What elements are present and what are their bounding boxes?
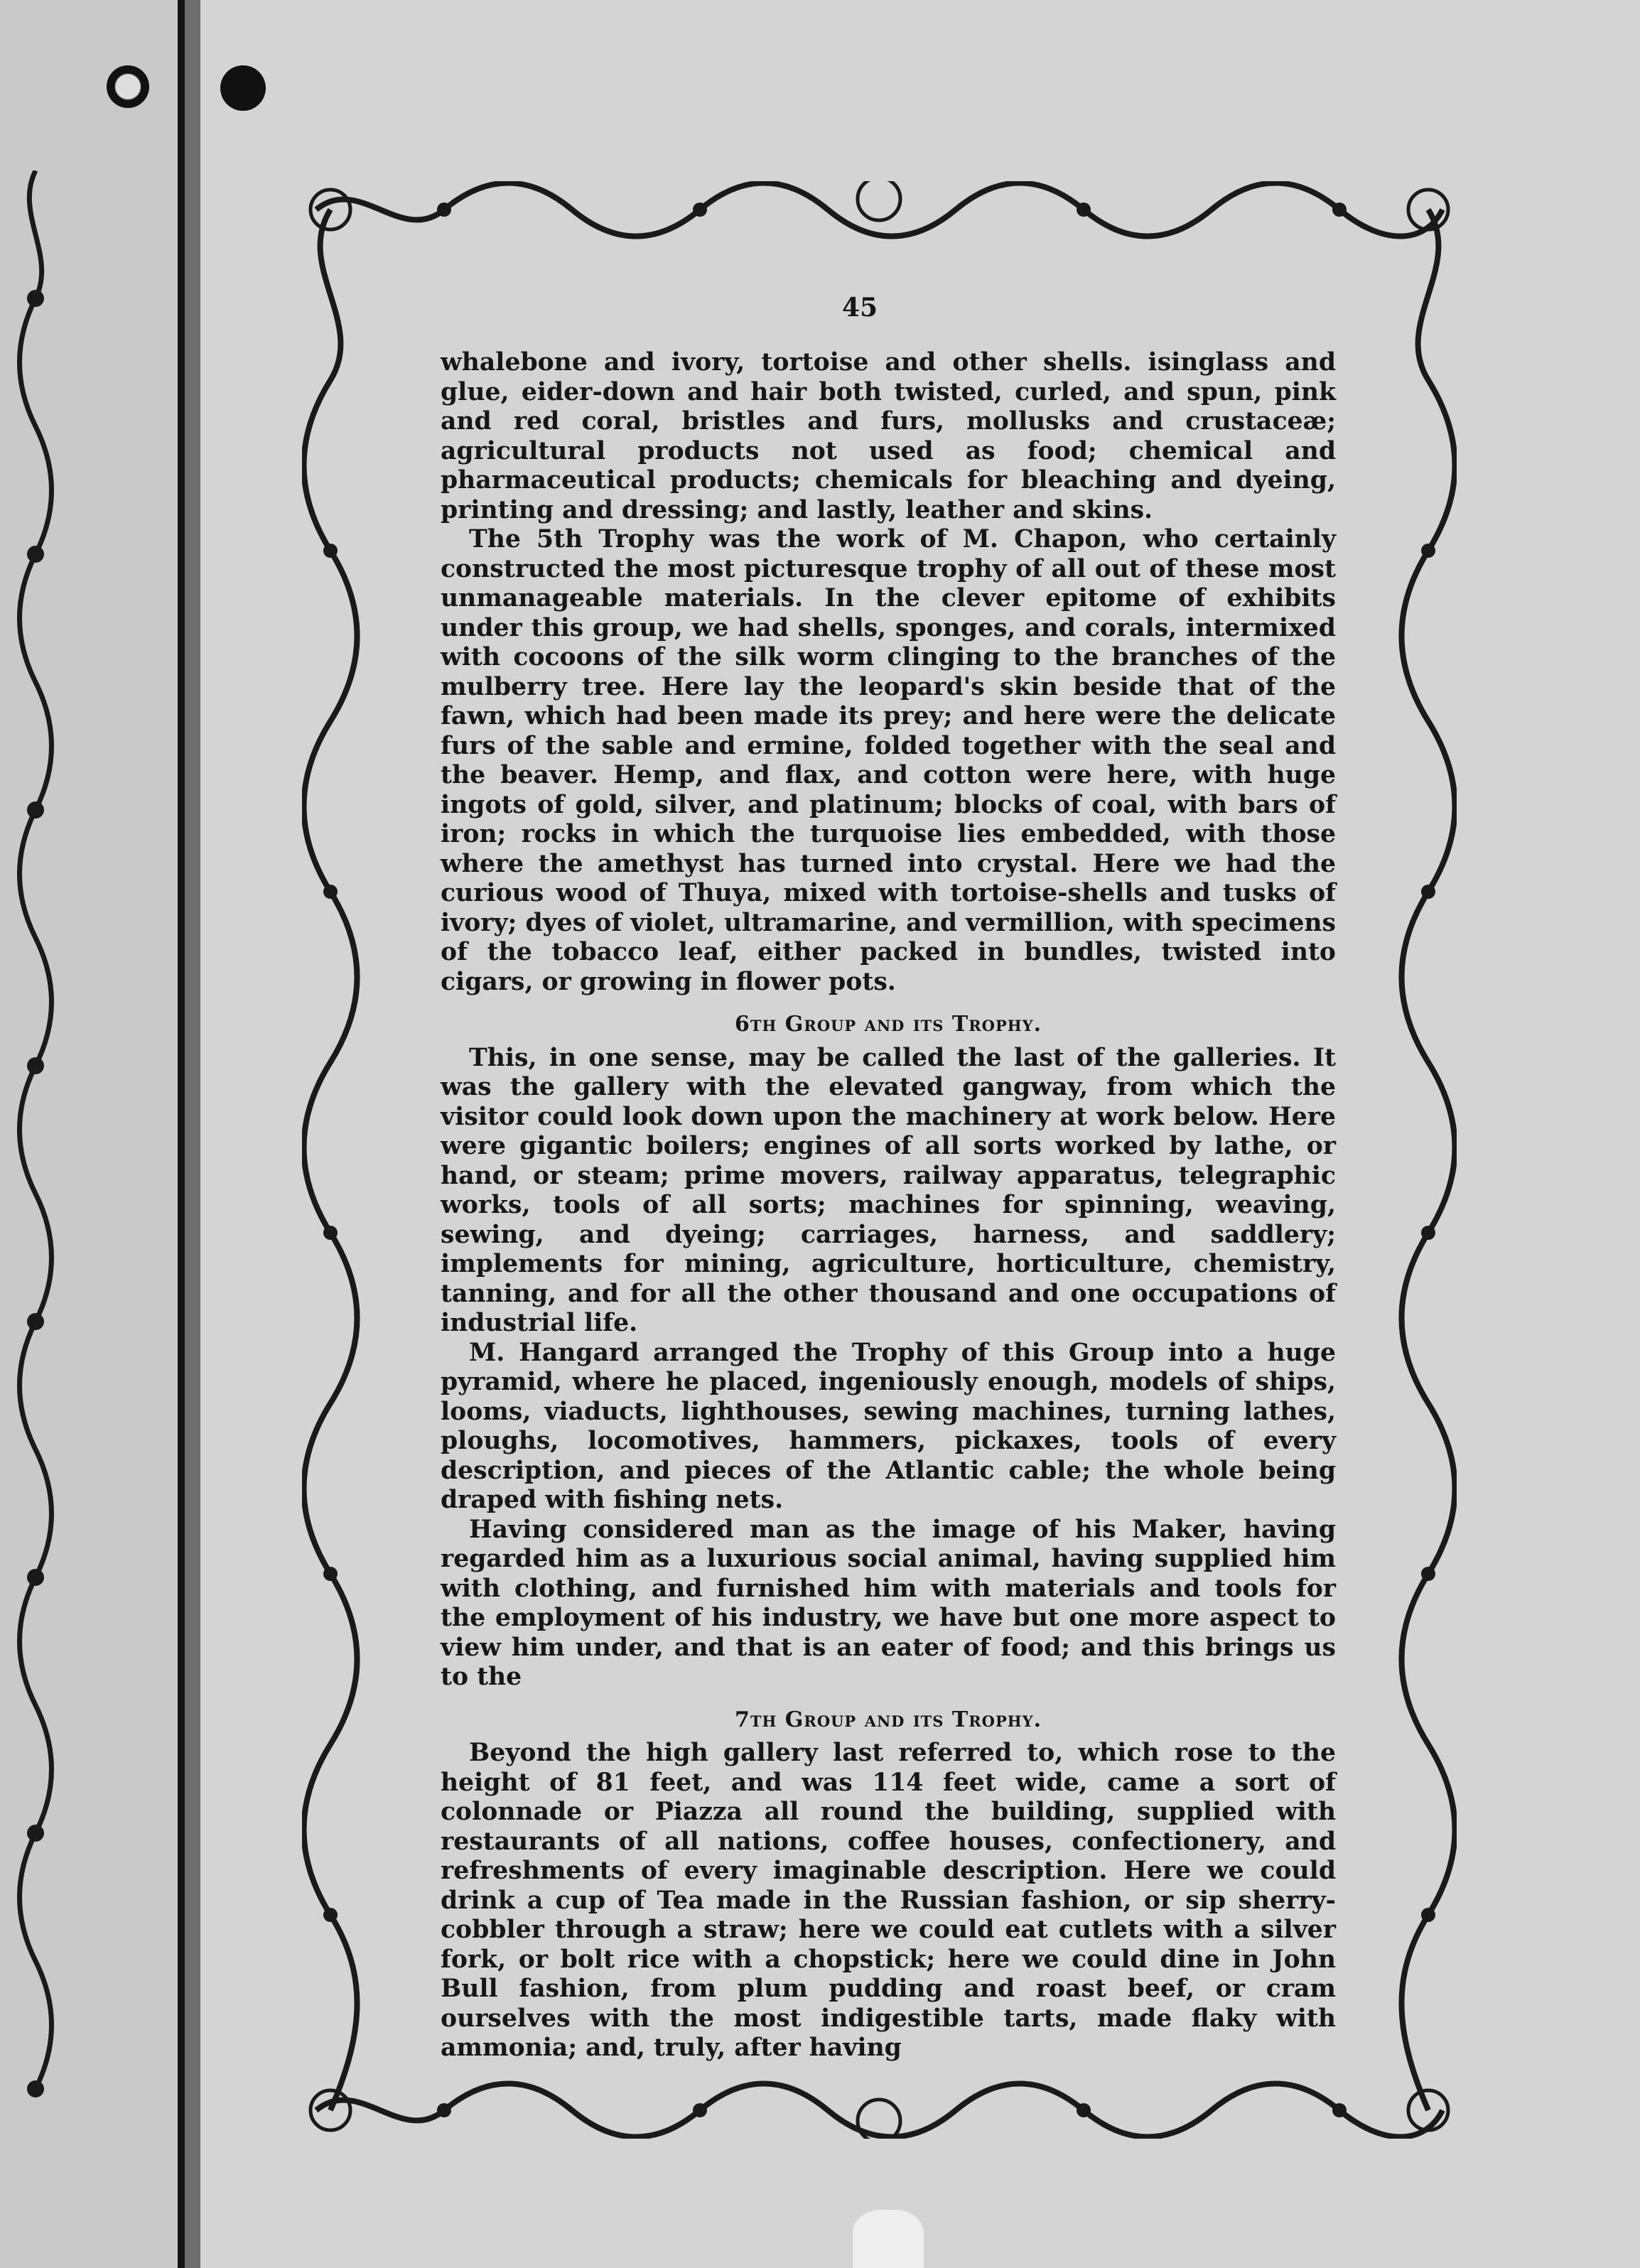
- body-text: [441, 291, 1336, 2063]
- binding-gutter: [185, 0, 200, 2268]
- paragraph-7th-group: Beyond the high gallery last referred to, which rose to the height of 81 feet, and was 114 feet wide, came a sort of colonnade or Piazza all round the building, supplied with restaurants of all nations, coffee houses, confectionery, and refreshments of every imaginable description. Here we could drink a cup of Tea made in the Russian fashion, or sip sherry-cobbler through a straw; here we could eat cutlets with a silver fork, or bolt rice with a chopstick; here we could dine in John Bull fashion, from plum pudding and roast beef, or cram ourselves with the most indigestible tarts, made flaky with ammonia; and, truly, after having: [441, 1739, 1336, 2062]
- paragraph-man-image: Having considered man as the image of his Maker, having regarded him as a luxurious social animal, having supplied him with clothing, and furnished him with materials and tools for the employment of his industry, we have but one more aspect to view him under, and that is an eater of food; and this brings us to the: [441, 1515, 1336, 1691]
- ornament-border-left-page: [7, 171, 60, 2124]
- paper-tear: [853, 2210, 924, 2268]
- punch-hole-left: [107, 65, 149, 108]
- adjacent-page-edge: [0, 0, 185, 2268]
- paragraph-6th-group-galleries: This, in one sense, may be called the last of the galleries. It was the gallery with the elevated gangway, from which the visitor could look down upon the machinery at work below. Here were gigantic boilers; engines of all sorts worked by lathe, or hand, or steam; prime movers, railway apparatus, telegraphic works, tools of all sorts; machines for spinning, weaving, sewing, and dyeing; carriages, harness, and saddlery; implements for mining, agriculture, horticulture, chemistry, tanning, and for all the other thousand and one occupations of industrial life.: [441, 1043, 1336, 1337]
- page-number: 45: [842, 293, 878, 323]
- paragraph-5th-trophy: The 5th Trophy was the work of M. Chapon, who certainly constructed the most picturesque trophy of all out of these most unmanageable materials. In the clever epitome of exhibits under this group, we had shells, sponges, and corals, intermixed with cocoons of the silk worm clinging to the branches of the mulberry tree. Here lay the leopard's skin beside that of the fawn, which had been made its prey; and here were the delicate furs of the sable and ermine, folded together with the seal and the beaver. Hemp, and flax, and cotton were here, with huge ingots of gold, silver, and platinum; blocks of coal, with bars of iron; rocks in which the turquoise lies embedded, with those where the amethyst has turned into crystal. Here we had the curious wood of Thuya, mixed with tortoise-shells and tusks of ivory; dyes of violet, ultramarine, and vermillion, with specimens of the tobacco leaf, either packed in bundles, twisted into cigars, or growing in flower pots.: [441, 525, 1336, 996]
- paragraph-continuation: whalebone and ivory, tortoise and other shells. isinglass and glue, eider-down and hair both twisted, curled, and spun, pink and red coral, bristles and furs, mollusks and crustaceæ; agricultural products not used as food; chemical and pharmaceutical products; chemicals for bleaching and dyeing, printing and dressing; and lastly, leather and skins.: [441, 348, 1336, 524]
- heading-6th-group: 6th Group and its Trophy.: [734, 1012, 1042, 1037]
- heading-7th-group: 7th Group and its Trophy.: [734, 1707, 1042, 1732]
- punch-hole-right: [220, 65, 266, 111]
- paragraph-6th-trophy: M. Hangard arranged the Trophy of this Group into a huge pyramid, where he placed, ingeniously enough, models of ships, looms, viaducts, lighthouses, sewing machines, turning lathes, ploughs, locomotives, hammers, pickaxes, tools of every description, and pieces of the Atlantic cable; the whole being draped with fishing nets.: [441, 1338, 1336, 1514]
